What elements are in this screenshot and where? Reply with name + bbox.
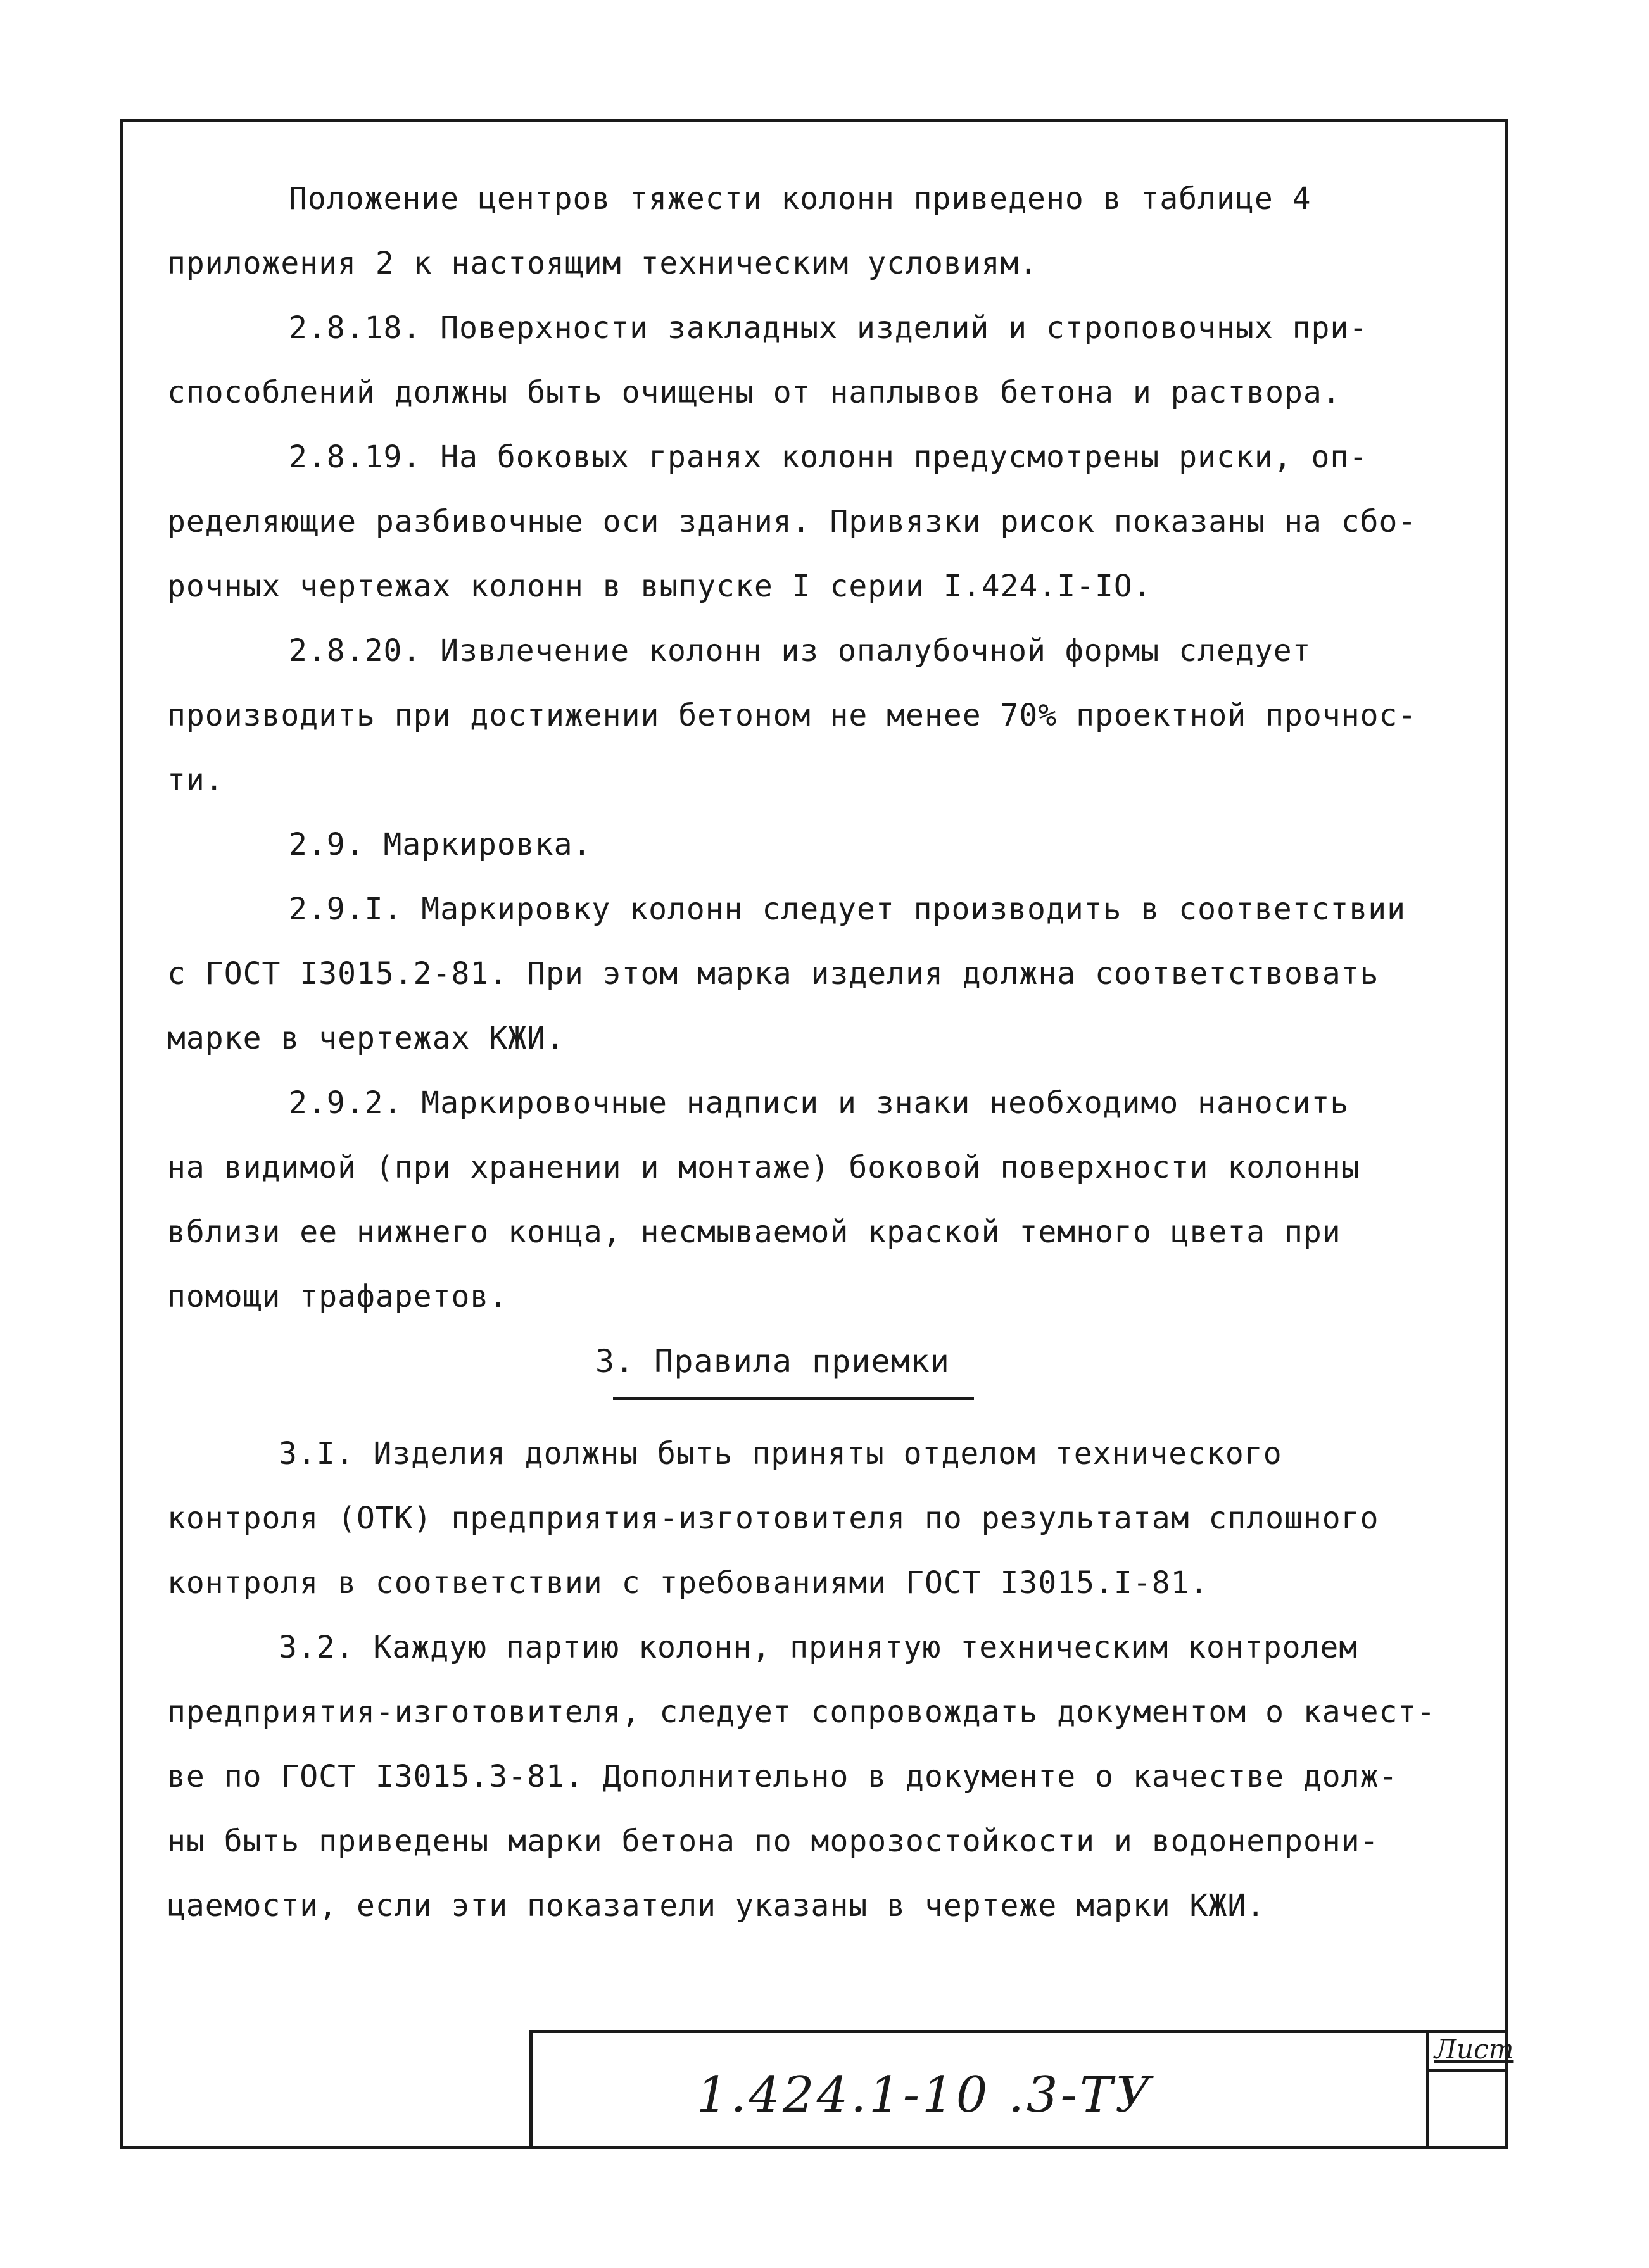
section-heading-underline <box>613 1397 974 1400</box>
paragraph-line: 2.9.2. Маркировочные надписи и знаки необходимо наносить <box>289 1085 1349 1121</box>
paragraph-line: 3.I. Изделия должны быть приняты отделом технического <box>279 1436 1282 1471</box>
paragraph-line: цаемости, если эти показатели указаны в чертеже марки КЖИ. <box>167 1888 1266 1924</box>
paragraph-line: предприятия-изготовителя, следует сопровождать документом о качест- <box>167 1694 1436 1730</box>
paragraph-line: 2.9. Маркировка. <box>289 827 592 862</box>
paragraph-line: ны быть приведены марки бетона по морозостойкости и водонепрони- <box>167 1824 1379 1859</box>
paragraph-line: контроля в соответствии с требованиями ГОСТ I3015.I-81. <box>167 1565 1209 1601</box>
paragraph-line: ве по ГОСТ I3015.3-81. Дополнительно в документе о качестве долж- <box>167 1759 1398 1794</box>
paragraph-line: помощи трафаретов. <box>167 1279 509 1314</box>
paragraph-line: 2.8.19. На боковых гранях колонн предусмотрены риски, оп- <box>289 439 1368 475</box>
paragraph-line: ти. <box>167 762 224 798</box>
paragraph-line: способлений должны быть очищены от наплывов бетона и раствора. <box>167 375 1341 410</box>
paragraph-line: контроля (ОТК) предприятия-изготовителя по результатам сплошного <box>167 1501 1379 1536</box>
paragraph-line: 3.2. Каждую партию колонн, принятую техническим контролем <box>279 1630 1358 1665</box>
paragraph-line: приложения 2 к настоящим техническим условиям. <box>167 246 1039 281</box>
paragraph-line: вблизи ее нижнего конца, несмываемой краской темного цвета при <box>167 1214 1341 1250</box>
paragraph-line: производить при достижении бетоном не менее 70% проектной прочнос- <box>167 698 1417 733</box>
paragraph-line: на видимой (при хранении и монтаже) боковой поверхности колонны <box>167 1150 1360 1185</box>
paragraph-line: марке в чертежах КЖИ. <box>167 1021 565 1056</box>
paragraph-line: Положение центров тяжести колонн приведено в таблице 4 <box>289 181 1311 217</box>
sheet-number-cell <box>1426 2030 1514 2149</box>
sheet-label: Лист <box>1434 2034 1514 2065</box>
document-code: 1.424.1-10 .3-ТУ <box>697 2067 1154 2124</box>
paragraph-line: 2.8.18. Поверхности закладных изделий и строповочных при- <box>289 310 1368 346</box>
paragraph-line: ределяющие разбивочные оси здания. Привязки рисок показаны на сбо- <box>167 504 1417 539</box>
paragraph-line: рочных чертежах колонн в выпуске I серии I.424.I-IO. <box>167 569 1152 604</box>
paragraph-line: 2.9.I. Маркировку колонн следует производить в соответствии <box>289 891 1406 927</box>
paragraph-line: 2.8.20. Извлечение колонн из опалубочной формы следует <box>289 633 1311 669</box>
sheet-cell-divider <box>1429 2069 1508 2072</box>
section-heading: 3. Правила приемки <box>595 1343 950 1380</box>
paragraph-line: с ГОСТ I3015.2-81. При этом марка изделия должна соответствовать <box>167 956 1379 992</box>
